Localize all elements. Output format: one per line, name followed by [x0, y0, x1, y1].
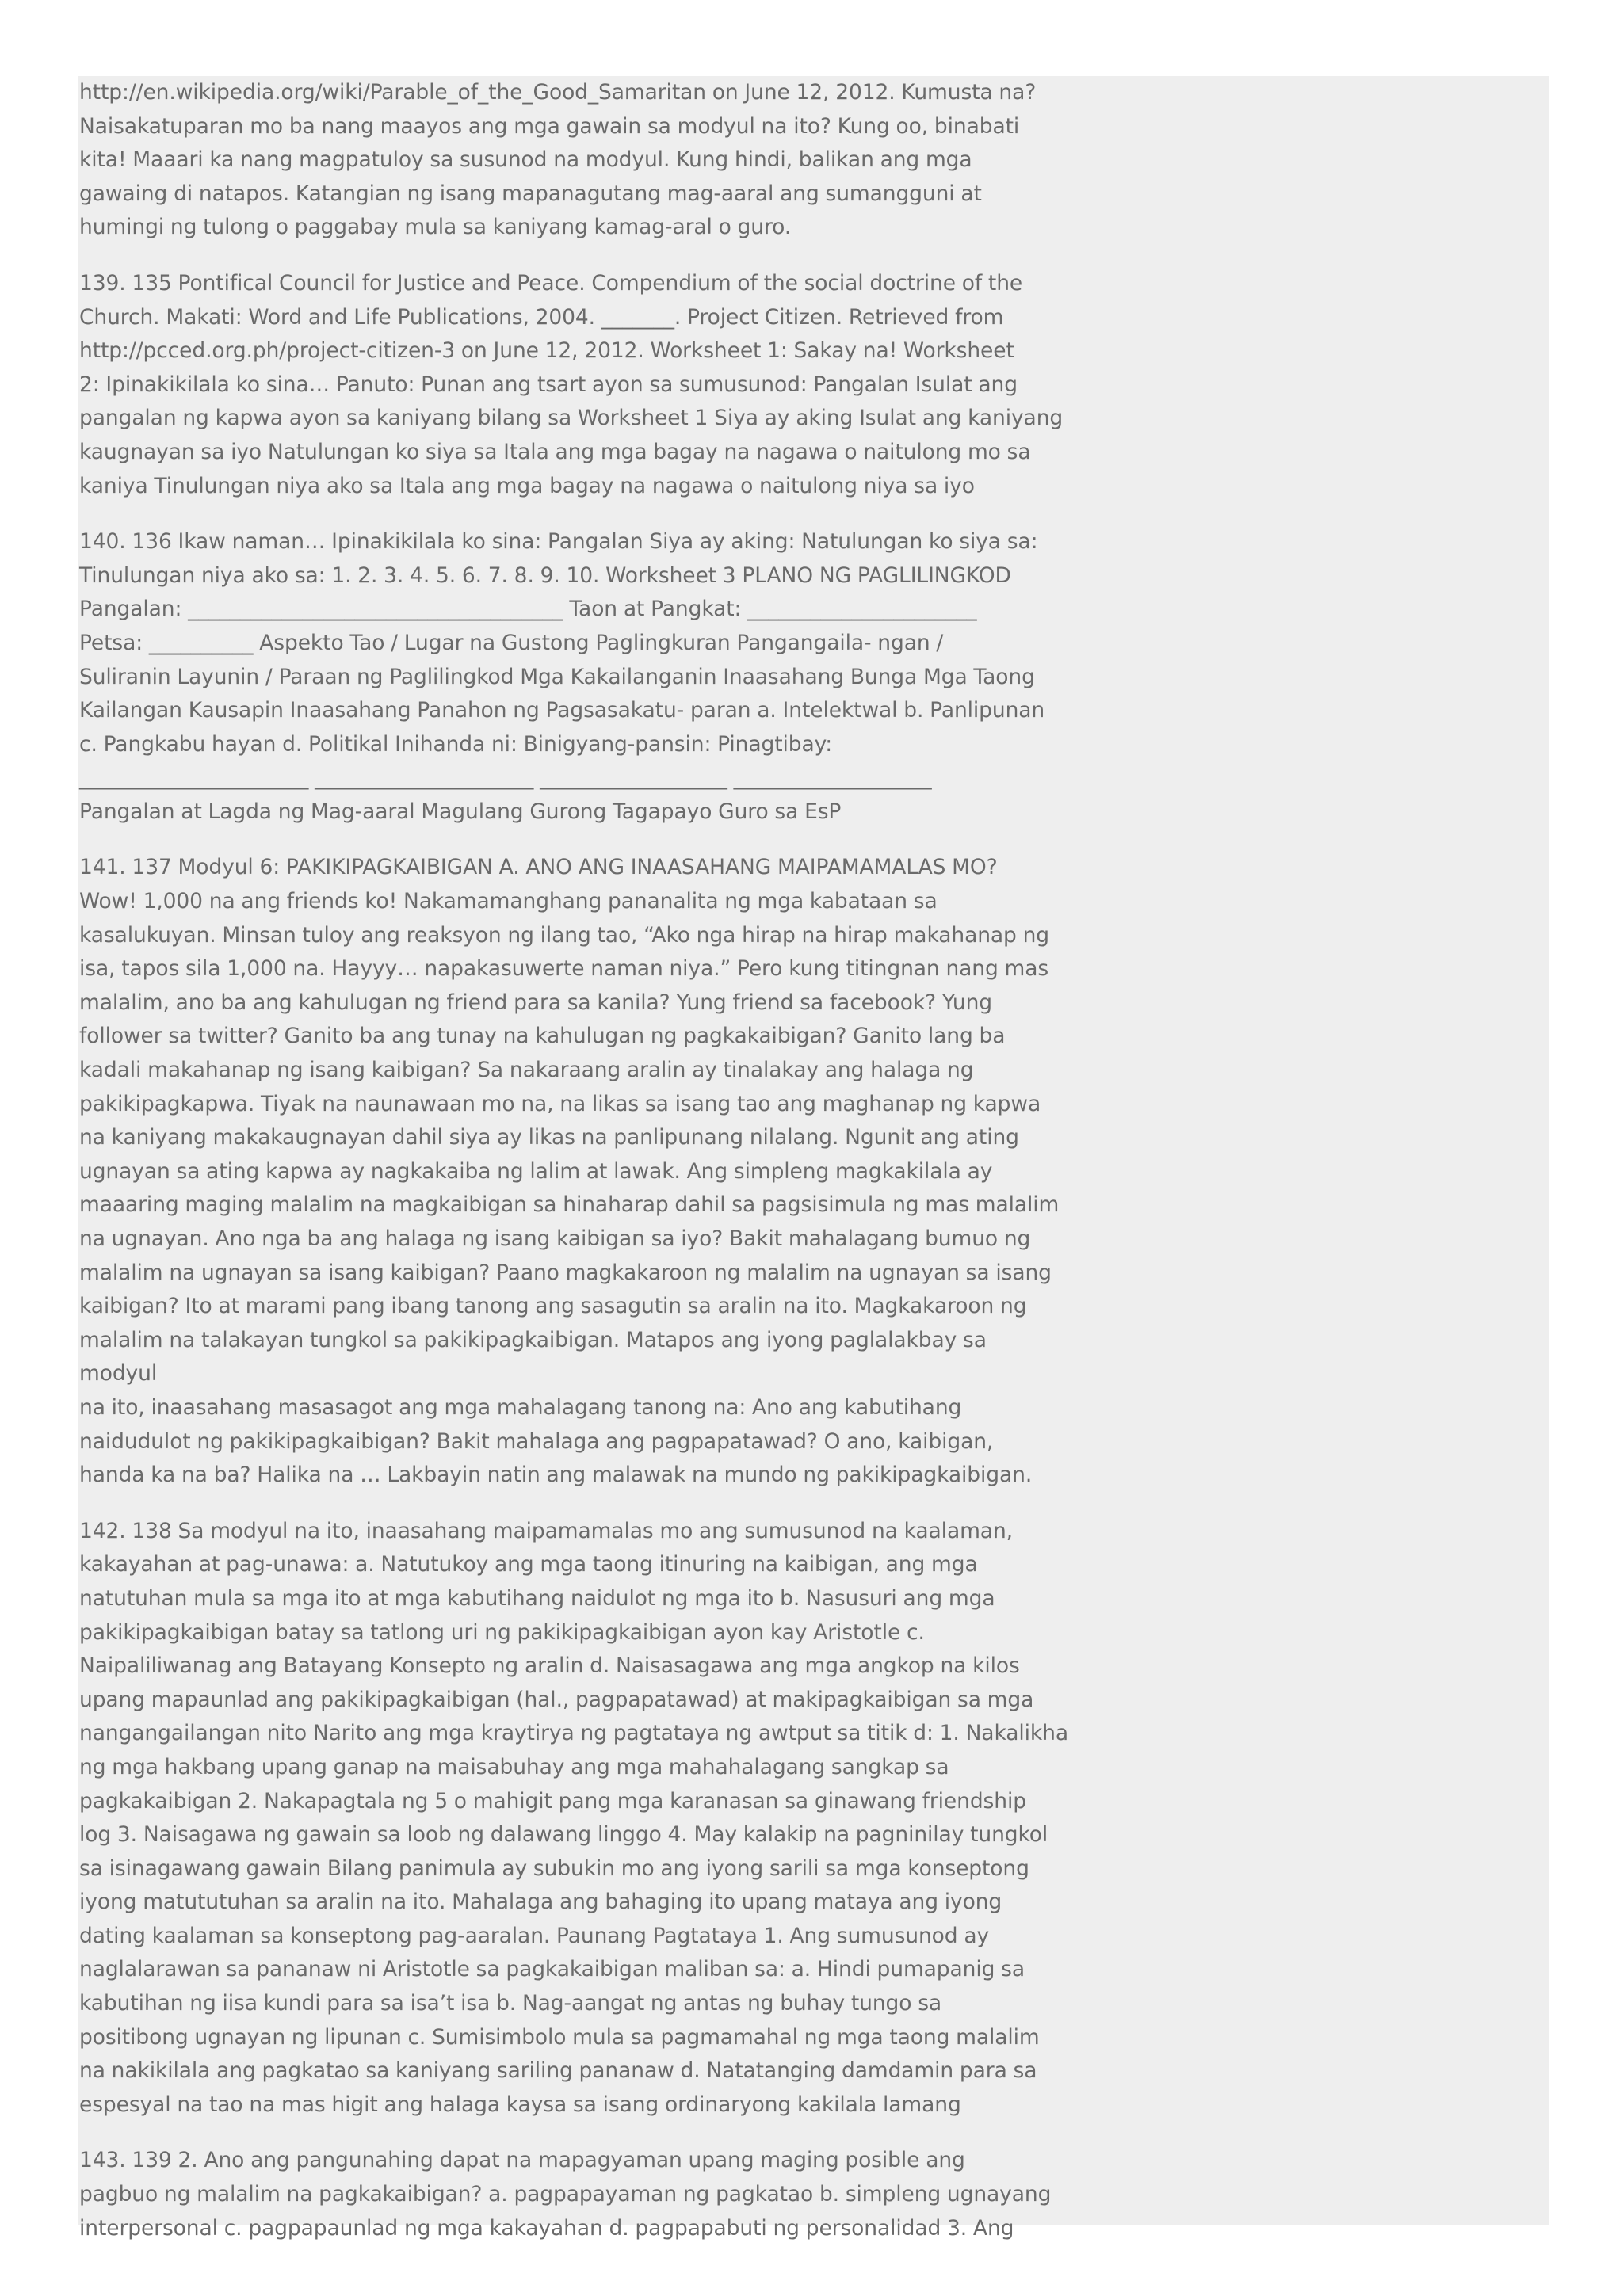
paragraph-142-learning-goals: 142. 138 Sa modyul na ito, inaasahang maipamamalas mo ang sumusunod na kaalaman, kakayahan at pag-unawa: a. Natutukoy ang mga taong itinuring na kaibigan, ang mga natutuhan mula sa mga ito at mga kabutihang naidulot ng mga ito b. Nasusuri ang mga pakikipagkaibigan batay sa tatlong uri ng pakikipagkaibigan ayon kay Aristotle c. Naipaliliwanag ang Batayang Konsepto ng aralin d. Naisasagawa ang mga angkop na kilos upang mapaunlad ang pakikipagkaibigan (hal., pagpapatawad) at makipagkaibigan sa mga nangangailangan nito Narito ang mga kraytirya ng pagtataya ng awtput sa titik d: 1. Nakalikha ng mga hakbang upang ganap na maisabuhay ang mga mahahalagang sangkap sa pagkakaibigan 2. Nakapagtala ng 5 o mahigit pang mga karanasan sa ginawang friendship log 3. Naisagawa ng gawain sa loob ng dalawang linggo 4. May kalakip na pagninilay tungkol sa isinagawang gawain Bilang panimula ay subukin mo ang iyong sarili sa mga konseptong iyong matututuhan sa aralin na ito. Mahalaga ang bahaging ito upang mataya ang iyong dating kaalaman sa konseptong pag-aaralan. Paunang Pagtataya 1. Ang sumusunod ay naglalarawan sa pananaw ni Aristotle sa pagkakaibigan maliban sa: a. Hindi pumapanig sa kabutihan ng iisa kundi para sa isa’t isa b. Nag-aangat ng antas ng buhay tungo sa positibong ugnayan ng lipunan c. Sumisimbolo mula sa pagmamahal ng mga taong malalim na nakikilala ang pagkatao sa kaniyang sariling pananaw d. Natatanging damdamin para sa espesyal na tao na mas higit ang halaga kaysa sa isang ordinaryong kakilala lamang: [79, 1518, 1068, 2117]
document-text-column: [79, 76, 1070, 2245]
paragraph-139-worksheets: 139. 135 Pontifical Council for Justice and Peace. Compendium of the social doctrine of the Church. Makati: Word and Life Publications, 2004. _______. Project Citizen. Retrieved from http://pcced.org.ph/project-citizen-3 on June 12, 2012. Worksheet 1: Sakay na! Worksheet 2: Ipinakikilala ko sina… Panuto: Punan ang tsart ayon sa sumusunod: Pangalan Isulat ang pangalan ng kapwa ayon sa kaniyang bilang sa Worksheet 1 Siya ay aking Isulat ang kaniyang kaugnayan sa iyo Natulungan ko siya sa Itala ang mga bagay na nagawa o naitulong mo sa kaniya Tinulungan niya ako sa Itala ang mga bagay na nagawa o naitulong niya sa iyo: [79, 270, 1064, 498]
paragraph-143-pretest: 143. 139 2. Ano ang pangunahing dapat na mapagyaman upang maging posible ang pagbuo ng malalim na pagkakaibigan? a. pagpapayaman ng pagkatao b. simpleng ugnayang interpersonal c. pagpapaunlad ng mga kakayahan d. pagpapabuti ng personalidad 3. Ang: [79, 2148, 1052, 2241]
paragraph-141-modyul-6-intro: 141. 137 Modyul 6: PAKIKIPAGKAIBIGAN A. ANO ANG INAASAHANG MAIPAMAMALAS MO? Wow! 1,000 na ang friends ko! Nakamamanghang pananalita ng mga kabataan sa kasalukuyan. Minsan tuloy ang reaksyon ng ilang tao, “Ako nga hirap na hirap makahanap ng isa, tapos sila 1,000 na. Hayyy… napakasuwerte naman niya.” Pero kung titingnan nang mas malalim, ano ba ang kahulugan ng friend para sa kanila? Yung friend sa facebook? Yung follower sa twitter? Ganito ba ang tunay na kahulugan ng pagkakaibigan? Ganito lang ba kadali makahanap ng isang kaibigan? Sa nakaraang aralin ay tinalakay ang halaga ng pakikipagkapwa. Tiyak na naunawaan mo na, na likas sa isang tao ang maghanap ng kapwa na kaniyang makakaugnayan dahil siya ay likas na panlipunang nilalang. Ngunit ang ating ugnayan sa ating kapwa ay nagkakaiba ng lalim at lawak. Ang simpleng magkakilala ay maaaring maging malalim na magkaibigan sa hinaharap dahil sa pagsisimula ng mas malalim na ugnayan. Ano nga ba ang halaga ng isang kaibigan sa iyo? Bakit mahalagang bumuo ng malalim na ugnayan sa isang kaibigan? Paano magkakaroon ng malalim na ugnayan sa isang kaibigan? Ito at marami pang ibang tanong ang sasagutin sa aralin na ito. Magkakaroon ng malalim na talakayan tungkol sa pakikipagkaibigan. Matapos ang iyong paglalakbay sa modyul na ito, inaasahang masasagot ang mga mahalagang tanong na: Ano ang kabutihang naidudulot ng pakikipagkaibigan? Bakit mahalaga ang pagpapatawad? O ano, kaibigan, handa ka na ba? Halika na … Lakbayin natin ang malawak na mundo ng pakikipagkaibigan.: [79, 855, 1060, 1488]
document-page: [78, 76, 1549, 2241]
paragraph-good-samaritan-reference: http://en.wikipedia.org/wiki/Parable_of_the_Good_Samaritan on June 12, 2012. Kumusta na? Naisakatuparan mo ba nang maayos ang mga gawain sa modyul na ito? Kung oo, binabati kita! Maaari ka nang magpatuloy sa susunod na modyul. Kung hindi, balikan ang mga gawaing di natapos. Katangian ng isang mapanagutang mag-aaral ang sumangguni at humingi ng tulong o paggabay mula sa kaniyang kamag-aral o guro.: [79, 80, 1037, 240]
paragraph-140-plano-ng-paglilingkod: 140. 136 Ikaw naman… Ipinakikilala ko sina: Pangalan Siya ay aking: Natulungan ko siya sa: Tinulungan niya ako sa: 1. 2. 3. 4. 5. 6. 7. 8. 9. 10. Worksheet 3 PLANO NG PAGLILINGKOD Pangalan: ____________________________________ Taon at Pangkat: ______________________ Petsa: __________ Aspekto Tao / Lugar na Gustong Paglingkuran Pangangaila- ngan / Suliranin Layunin / Paraan ng Paglilingkod Mga Kakailanganin Inaasahang Bunga Mga Taong Kailangan Kausapin Inaasahang Panahon ng Pagsasakatu- paran a. Intelektwal b. Panlipunan c. Pangkabu hayan d. Politikal Inihanda ni: Binigyang-pansin: Pinagtibay: ______________________ _____________________ __________________ ___________________ Pangalan at Lagda ng Mag-aaral Magulang Gurong Tagapayo Guro sa EsP: [79, 529, 1045, 824]
